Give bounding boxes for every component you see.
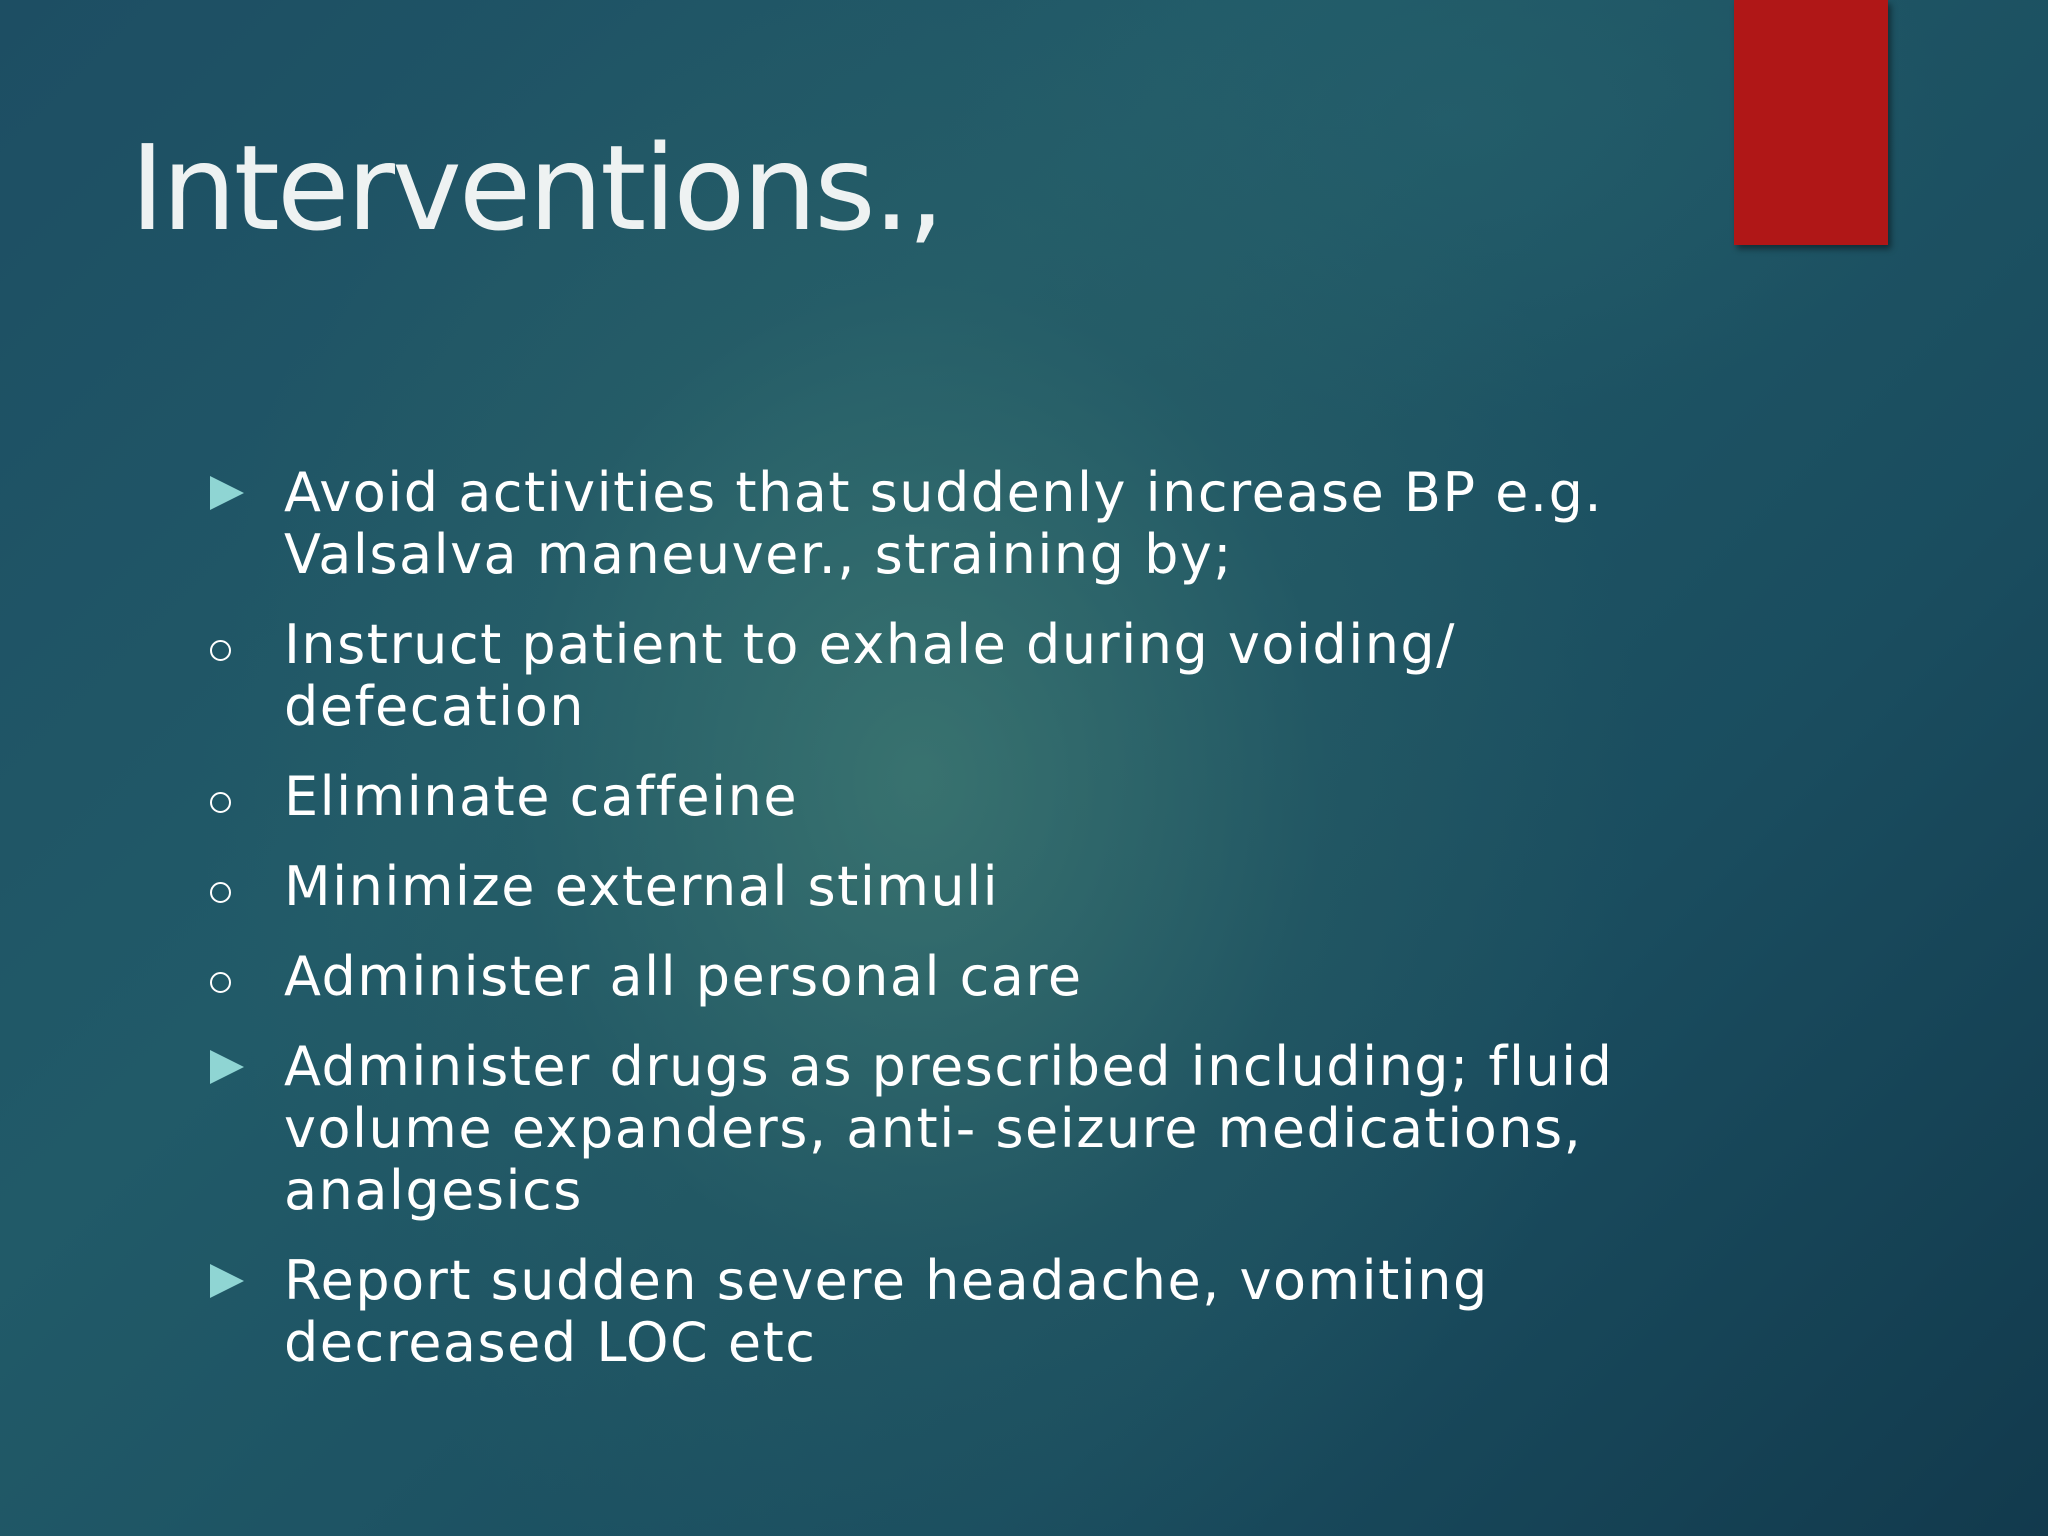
triangle-bullet-icon: [208, 1250, 268, 1312]
accent-bar: [1734, 0, 1888, 245]
list-item: [208, 614, 1648, 738]
bullet-line: decreased LOC etc: [284, 1311, 817, 1374]
bullet-line: Report sudden severe headache, vomiting: [284, 1249, 1489, 1312]
triangle-bullet-icon: [208, 462, 268, 524]
circle-bullet-icon: [208, 766, 268, 828]
slide-title: Interventions.,: [130, 119, 942, 257]
bullet-line: Avoid activities that suddenly increase BP e.g.: [284, 461, 1604, 524]
bullet-list: [208, 462, 1648, 1402]
bullet-line: Eliminate caffeine: [284, 765, 799, 828]
list-item: [208, 766, 1648, 828]
circle-bullet-icon: [208, 614, 268, 676]
bullet-line: defecation: [284, 675, 585, 738]
list-item: [208, 946, 1648, 1008]
bullet-line: Administer drugs as prescribed including; fluid: [284, 1035, 1614, 1098]
triangle-bullet-icon: [208, 1036, 268, 1098]
bullet-line: Minimize external stimuli: [284, 855, 1000, 918]
bullet-line: volume expanders, anti- seizure medications,: [284, 1097, 1583, 1160]
bullet-line: Instruct patient to exhale during voiding/: [284, 613, 1456, 676]
list-item: [208, 1250, 1648, 1374]
list-item: [208, 462, 1648, 586]
circle-bullet-icon: [208, 856, 268, 918]
list-item: [208, 856, 1648, 918]
list-item: [208, 1036, 1648, 1222]
bullet-line: analgesics: [284, 1159, 583, 1222]
circle-bullet-icon: [208, 946, 268, 1008]
bullet-line: Administer all personal care: [284, 945, 1083, 1008]
bullet-line: Valsalva maneuver., straining by;: [284, 523, 1233, 586]
